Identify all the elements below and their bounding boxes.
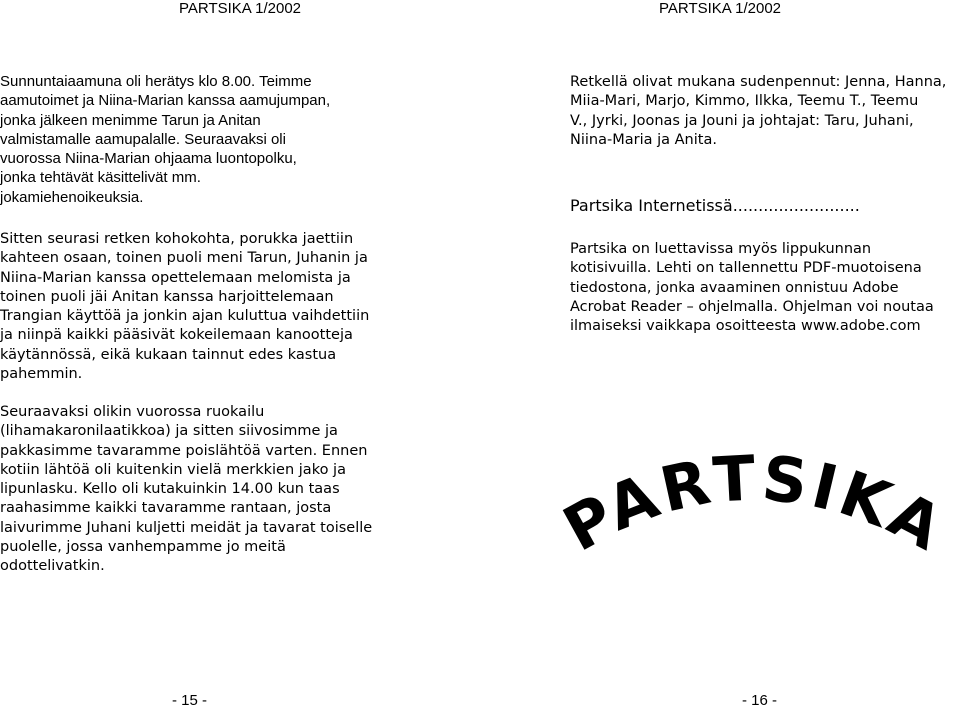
text-line: raahasimme kaikki tavaramme rantaan, josta (0, 500, 332, 517)
text-line: Niina-Marian kanssa opettelemaan melomista ja (0, 269, 351, 286)
text-line: valmistamalle aamupalalle. Seuraavaksi oli (0, 130, 286, 148)
text-line: puolelle, jossa vanhempamme jo meitä (0, 539, 286, 556)
logo-text: PARTSIKA (551, 448, 958, 567)
text-line: Sunnuntaiaamuna oli herätys klo 8.00. Teimme (0, 73, 312, 90)
text-line: pahemmin. (0, 366, 83, 383)
text-line: kotisivuilla. Lehti on tallennettu PDF-muotoisena (570, 260, 922, 277)
text-line: toinen puoli jäi Anitan kanssa harjoittelemaan (0, 288, 334, 305)
paragraph-participants (570, 73, 946, 150)
text-line: Niina-Maria ja Anita. (570, 131, 717, 148)
text-line: käytännössä, eikä kukaan tainnut edes kastua (0, 346, 337, 363)
partsika-logo (540, 448, 960, 578)
text-line: jokamiehenoikeuksia. (0, 188, 144, 206)
text-line: Retkellä olivat mukana sudenpennut: Jenna, Hanna, (570, 74, 947, 90)
paragraph-highlight (0, 230, 369, 384)
svg-text:PARTSIKA (552, 448, 958, 566)
text-line: Sitten seurasi retken kohokohta, porukka jaettiin (0, 231, 354, 247)
text-line: aamutoimet ja Niina-Marian kanssa aamujumpan, (0, 92, 331, 110)
text-line: laivurimme Juhani kuljetti meidät ja tavarat toiselle (0, 519, 373, 536)
partsika-logo-graphic (540, 448, 960, 578)
text-line: kotiin lähtöä oli kuitenkin vielä merkkien jako ja (0, 461, 346, 478)
text-line: Partsika on luettavissa myös lippukunnan (570, 241, 872, 257)
text-line: Trangian käyttöä ja jonkin ajan kuluttua vaihdettiin (0, 308, 370, 325)
text-line: V., Jyrki, Joonas ja Jouni ja johtajat: Taru, Juhani, (570, 112, 914, 129)
text-line: jonka jälkeen menimme Tarun ja Anitan (0, 111, 261, 129)
text-line: jonka tehtävät käsittelivät mm. (0, 169, 201, 187)
text-line: Miia-Mari, Marjo, Kimmo, Ilkka, Teemu T., Teemu (570, 93, 919, 110)
page-header-right: PARTSIKA 1/2002 (658, 0, 782, 17)
text-line: lipunlasku. Kello oli kutakuinkin 14.00 kun taas (0, 481, 340, 498)
text-line: Seuraavaksi olikin vuorossa ruokailu (0, 404, 265, 420)
page-number-left: - 15 - (172, 692, 208, 709)
text-line: Acrobat Reader – ohjelmalla. Ohjelman voi noutaa (570, 298, 934, 315)
page-header-left: PARTSIKA 1/2002 (178, 0, 302, 17)
text-line: ja niinpä kaikki pääsivät kokeilemaan kanootteja (0, 327, 353, 344)
text-line: pakkasimme tavaramme poislähtöä varten. Ennen (0, 442, 368, 459)
text-line: (lihamakaronilaatikkoa) ja sitten siivosimme ja (0, 423, 338, 440)
section-heading (570, 196, 860, 216)
text-line: odottelivatkin. (0, 558, 105, 575)
text-line: ilmaiseksi vaikkapa osoitteesta www.adobe.com (570, 318, 921, 335)
text-line: vuorossa Niina-Marian ohjaama luontopolku, (0, 150, 297, 168)
paragraph-morning (0, 72, 330, 207)
paragraph-departure (0, 403, 372, 577)
page-number-right: - 16 - (742, 692, 778, 709)
text-line: tiedostona, jonka avaaminen onnistuu Adobe (570, 279, 899, 296)
paragraph-internet (570, 240, 934, 336)
text-line: kahteen osaan, toinen puoli meni Tarun, Juhanin ja (0, 250, 368, 267)
heading-text: Partsika Internetissä......................... (570, 196, 860, 215)
